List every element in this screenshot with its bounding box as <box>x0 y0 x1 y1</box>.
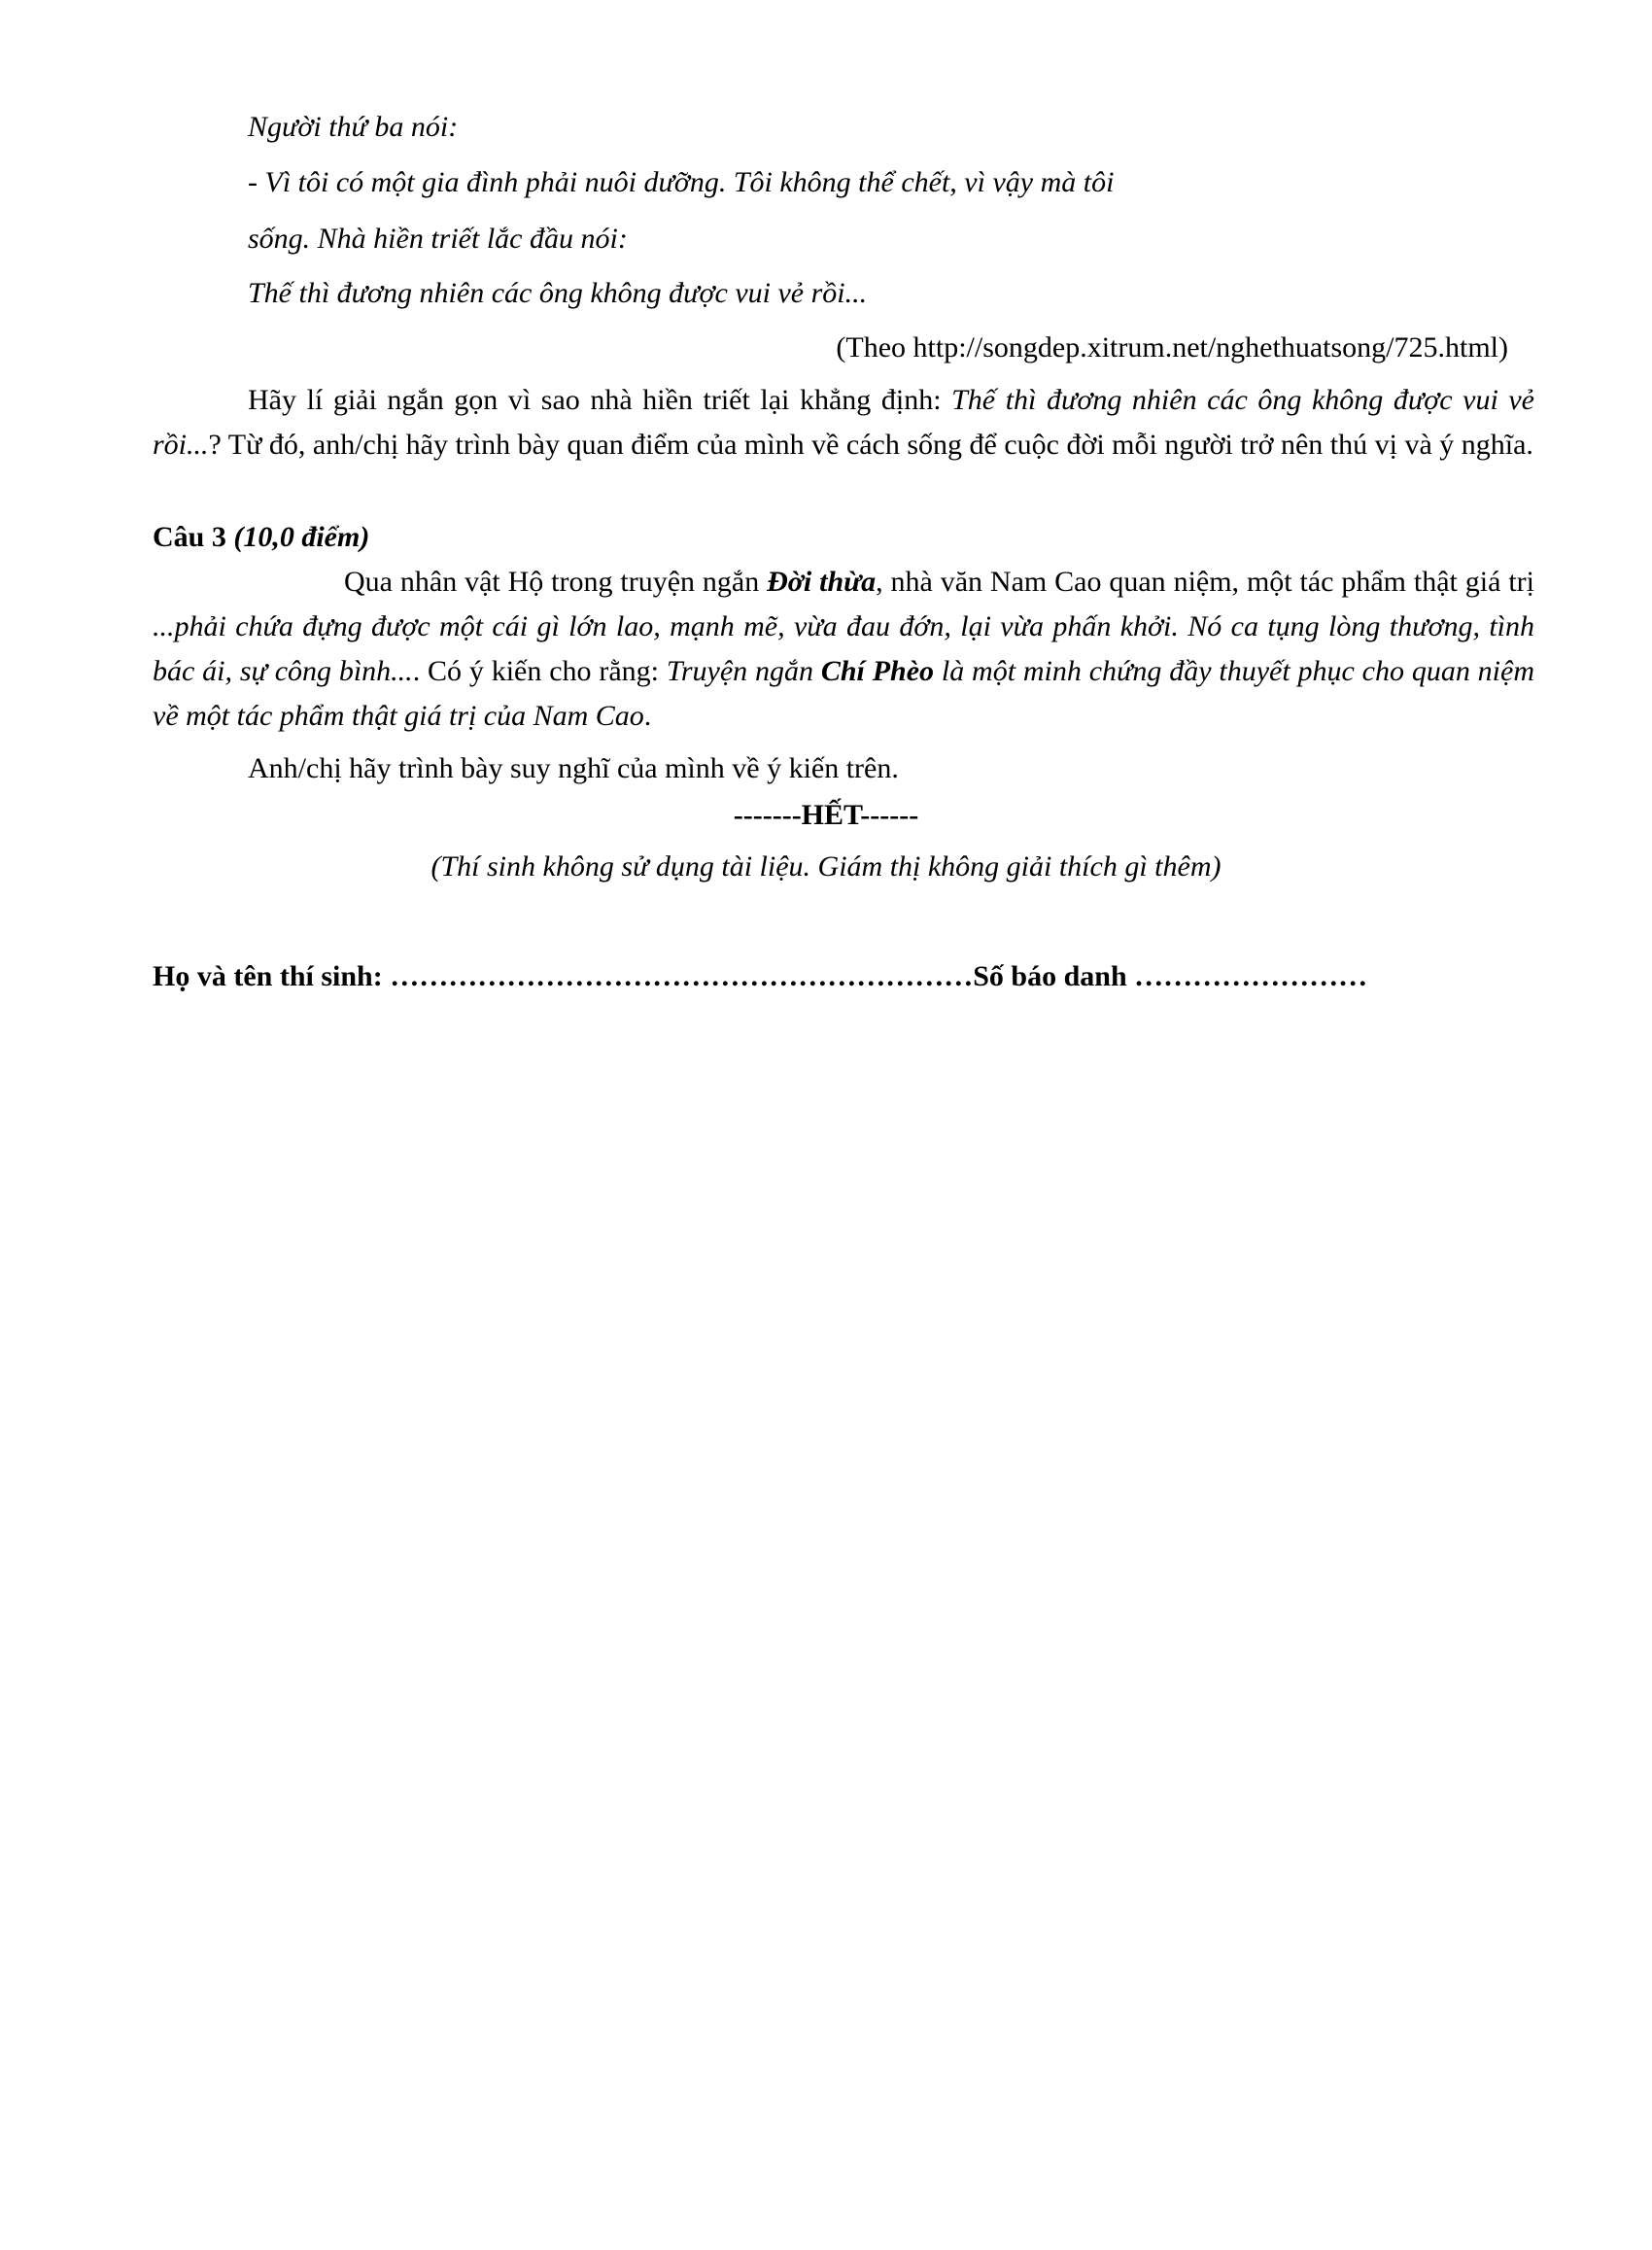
work-title-chi-pheo: Chí Phèo <box>820 655 935 687</box>
story-source: (Theo http://songdep.xitrum.net/nghethuatsong/725.html) <box>836 331 1508 363</box>
story-line-sage-reply-intro: sống. Nhà hiền triết lắc đầu nói: <box>248 223 628 255</box>
candidate-info-line: Họ và tên thí sinh: ……………………………………………………Số báo danh …………………… <box>153 960 1368 992</box>
question3-body <box>153 560 1534 791</box>
question3-paragraph-2: Anh/chị hãy trình bày suy nghĩ của mình về ý kiến trên. <box>248 752 899 784</box>
question3-paragraph-1: Qua nhân vật Hộ trong truyện ngắn Đời thừa, nhà văn Nam Cao quan niệm, một tác phẩm thật giá trị ...phải chứa đựng được một cái gì lớn lao, mạnh mẽ, vừa đau đớn, lại vừa phấn khởi. Nó ca tụng lòng thương, tình bác ái, sự công bình.... Có ý kiến cho rằng: Truyện ngắn Chí Phèo là một minh chứng đầy thuyết phục cho quan niệm về một tác phẩm thật giá trị của Nam Cao. <box>153 566 1534 732</box>
story-line-third-person: Người thứ ba nói: <box>248 111 459 143</box>
question2-prompt-part2: ? Từ đó, anh/chị hãy trình bày quan điểm của mình về cách sống để cuộc đời mỗi người trở nên thú vị và ý nghĩa. <box>208 429 1533 461</box>
work-title-doi-thua: Đời thừa <box>767 566 877 598</box>
question2-prompt-part1: Hãy lí giải ngắn gọn vì sao nhà hiền triết lại khẳng định: <box>248 384 952 416</box>
story-line-reason: - Vì tôi có một gia đình phải nuôi dưỡng. Tôi không thể chết, vì vậy mà tôi <box>248 166 1115 198</box>
exam-note: (Thí sinh không sử dụng tài liệu. Giám thị không giải thích gì thêm) <box>430 850 1222 883</box>
question3-points: (10,0 điểm) <box>233 521 370 553</box>
nam-cao-quote: ...phải chứa đựng được một cái gì lớn lao, mạnh mẽ, vừa đau đớn, lại vừa phấn khởi. Nó ca tụng lòng thương, tình bác ái, sự công bình... <box>153 610 1534 687</box>
question2-prompt <box>153 378 1534 467</box>
question3-label: Câu 3 <box>153 521 226 553</box>
story-line-sage-conclusion: Thế thì đương nhiên các ông không được vui vẻ rồi... <box>248 277 868 309</box>
question3-heading <box>153 523 369 552</box>
end-mark: -------HẾT------ <box>733 799 919 831</box>
question2-prompt-quote: Thế thì đương nhiên các ông không được vui vẻ rồi... <box>153 384 1534 461</box>
